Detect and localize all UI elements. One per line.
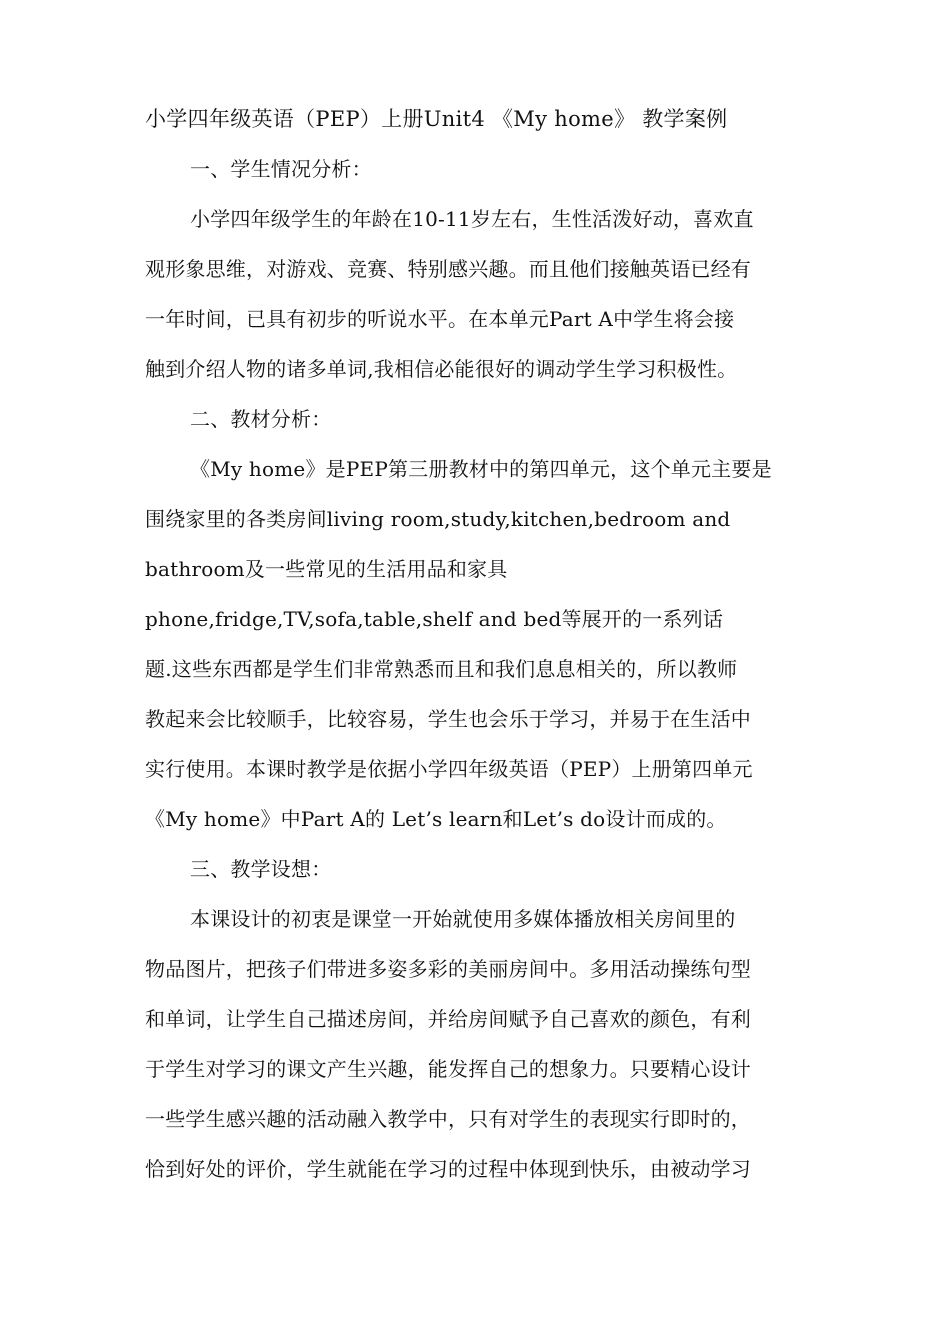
paragraph-line: 《My home》中Part A的 Let’s learn和Let’s do设计而成的。	[145, 807, 727, 831]
paragraph-line: phone,fridge,TV,sofa,table,shelf and bed等展开的一系列话	[145, 607, 724, 631]
paragraph-line: 和单词，让学生自己描述房间，并给房间赋予自己喜欢的颜色，有利	[145, 1007, 751, 1031]
section-heading-teaching-idea: 三、教学设想：	[190, 857, 332, 881]
paragraph-line: 物品图片，把孩子们带进多姿多彩的美丽房间中。多用活动操练句型	[145, 957, 751, 981]
paragraph-line: 《My home》是PEP第三册教材中的第四单元，这个单元主要是	[190, 457, 772, 481]
paragraph-line: 恰到好处的评价，学生就能在学习的过程中体现到快乐，由被动学习	[145, 1157, 751, 1181]
paragraph-line: 触到介绍人物的诸多单词,我相信必能很好的调动学生学习积极性。	[145, 357, 738, 381]
paragraph-line: 教起来会比较顺手，比较容易，学生也会乐于学习，并易于在生活中	[145, 707, 751, 731]
paragraph-line: 本课设计的初衷是课堂一开始就使用多媒体播放相关房间里的	[190, 907, 736, 931]
paragraph-line: 一年时间，已具有初步的听说水平。在本单元Part A中学生将会接	[145, 307, 735, 331]
document-title: 小学四年级英语（PEP）上册Unit4 《My home》 教学案例	[145, 107, 728, 131]
paragraph-line: 围绕家里的各类房间living room,study,kitchen,bedroom and	[145, 507, 731, 531]
section-heading-student-analysis: 一、学生情况分析：	[190, 157, 372, 181]
paragraph-line: 实行使用。本课时教学是依据小学四年级英语（PEP）上册第四单元	[145, 757, 753, 781]
paragraph-line: 小学四年级学生的年龄在10-11岁左右，生性活泼好动，喜欢直	[190, 207, 754, 231]
section-heading-material-analysis: 二、教材分析：	[190, 407, 332, 431]
paragraph-line: 一些学生感兴趣的活动融入教学中，只有对学生的表现实行即时的，	[145, 1107, 751, 1131]
paragraph-line: bathroom及一些常见的生活用品和家具	[145, 557, 508, 581]
paragraph-line: 于学生对学习的课文产生兴趣，能发挥自己的想象力。只要精心设计	[145, 1057, 751, 1081]
paragraph-line: 题.这些东西都是学生们非常熟悉而且和我们息息相关的，所以教师	[145, 657, 738, 681]
paragraph-line: 观形象思维，对游戏、竞赛、特别感兴趣。而且他们接触英语已经有	[145, 257, 751, 281]
